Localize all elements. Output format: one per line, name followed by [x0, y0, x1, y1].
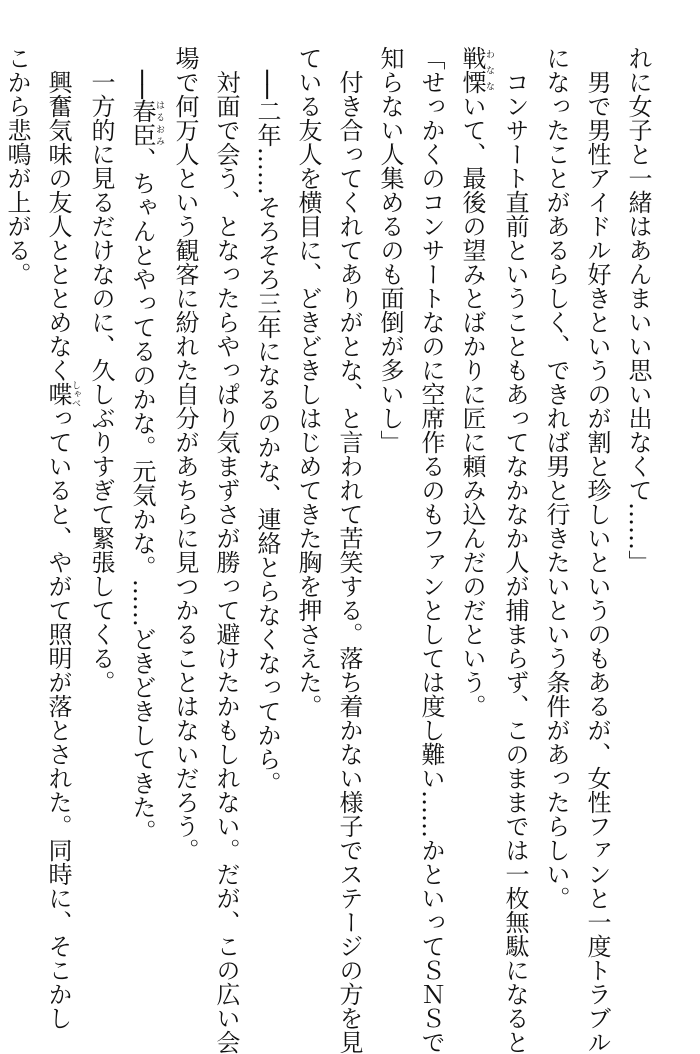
line-text: 付き合ってくれてありがとな、と言われて苦笑する。落ち着かない様子でステージの方を見: [335, 46, 363, 1054]
text-line: [121, 46, 164, 976]
ruby-word: [458, 46, 494, 94]
line-text: になったことがあるらしく、できれば男と行きたいという条件があったらしい。: [542, 46, 570, 910]
line-text: ている友人を横目に、どきどきしはじめてきた胸を押さえた。: [294, 46, 322, 718]
line-text: ──: [128, 46, 156, 99]
line-text: れに女子と一緒はあんまいい思い出なくて……」: [624, 46, 652, 574]
ruby-base: 戦慄: [458, 46, 486, 94]
text-line: [369, 46, 410, 976]
line-text: コンサート直前ということもあってなかなか人が捕まらず、このままでは一枚無駄になると: [501, 46, 529, 1054]
ruby-reading: わなな: [484, 46, 494, 94]
ruby-word: [128, 98, 164, 147]
text-line: [617, 46, 658, 976]
text-line: [451, 46, 494, 976]
ruby-base: 春臣: [128, 98, 156, 147]
text-line: [328, 46, 369, 1054]
text-line: [494, 46, 535, 1054]
line-text: っていると、やがて照明が落とされた。同時に、そこかし: [44, 406, 72, 1030]
ruby-reading: しゃべ: [70, 380, 80, 408]
line-text: 、ちゃんとやってるのかな。元気かな。……どきどきしてきた。: [128, 146, 156, 843]
line-text: 興奮気味の友人とととめなく: [44, 46, 72, 382]
text-line: [37, 46, 80, 1030]
text-line: [0, 46, 37, 976]
text-line: [164, 46, 205, 976]
line-text: 場で何万人という観客に紛れた自分があちらに見つかることはないだろう。: [171, 46, 199, 862]
ruby-base: 喋: [44, 380, 72, 408]
line-text: こから悲鳴が上がる。: [3, 46, 31, 286]
line-text: 男で男性アイドル好きというのが割と珍しいというのもあるが、女性ファンと一度トラブル: [583, 46, 611, 1054]
line-text: 一方的に見るだけなのに、久しぶりすぎて緊張してくる。: [87, 46, 115, 694]
text-line: [287, 46, 328, 976]
ruby-reading: はるおみ: [154, 98, 164, 147]
text-line: [205, 46, 246, 1054]
line-text: 知らない人集めるのも面倒が多いし」: [376, 46, 404, 454]
text-line: [410, 46, 451, 1054]
line-text: いて、最後の望みとばかりに匠に頼み込んだのだという。: [458, 94, 486, 718]
line-text: ──二年……そろそろ三年になるのかな、連絡とらなくなってから。: [253, 46, 281, 795]
text-line: [246, 46, 287, 976]
text-line: [80, 46, 121, 976]
line-text: 「せっかくのコンサートなのに空席作るのもファンとしては度し難い……かといってＳＮＳで: [417, 46, 445, 1054]
text-line: [535, 46, 576, 976]
ruby-word: [44, 380, 80, 408]
line-text: 対面で会う、となったらやっぱり気まずさが勝って避けたかもしれない。だが、この広い会: [212, 46, 240, 1054]
vertical-text-body: [0, 46, 658, 1054]
text-line: [576, 46, 617, 1054]
